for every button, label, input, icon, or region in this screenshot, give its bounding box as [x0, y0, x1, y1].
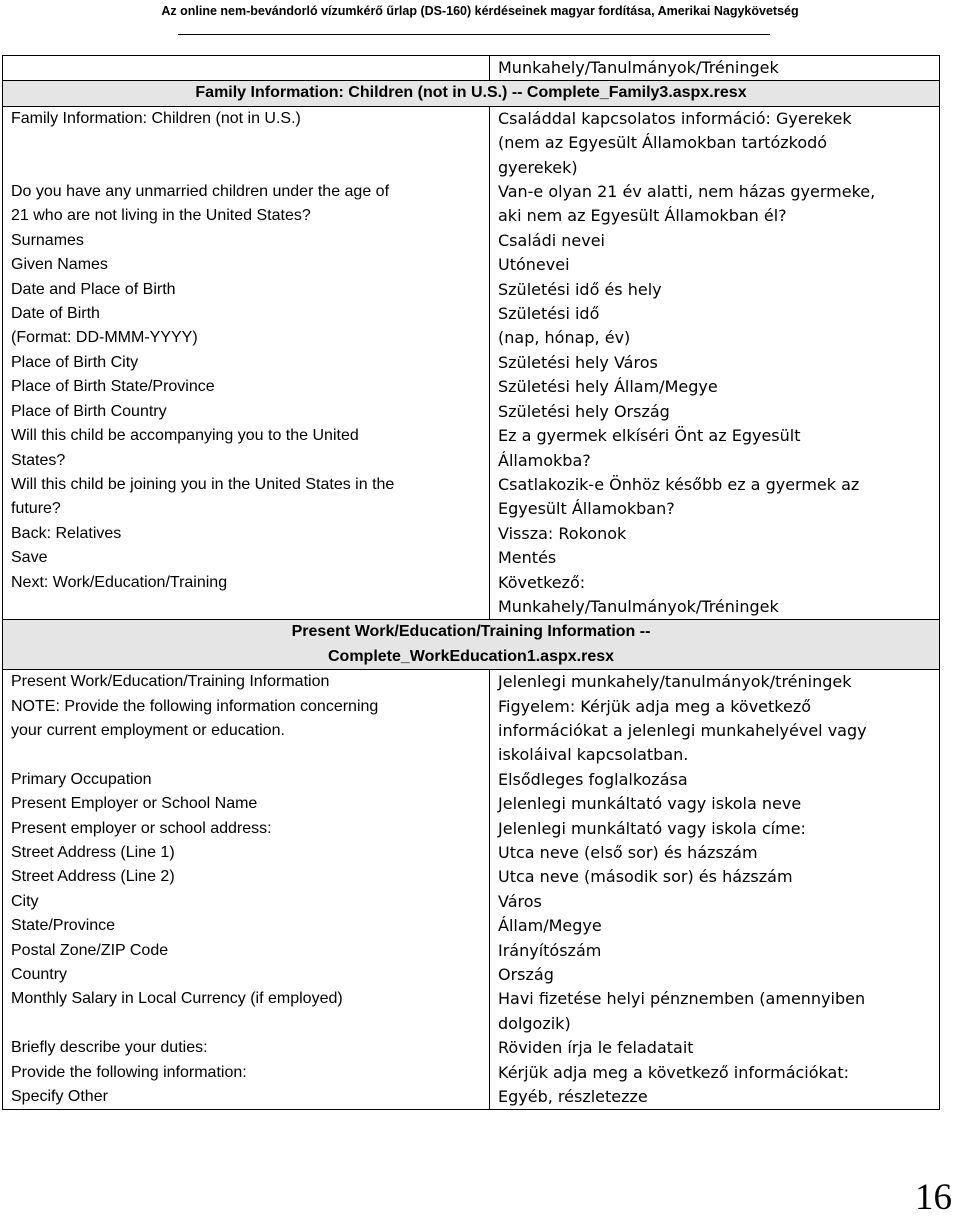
- item-en-line: Place of Birth City: [11, 353, 139, 371]
- item-hu-line: aki nem az Egyesült Államokban él?: [498, 206, 787, 226]
- item-en-line: Street Address (Line 1): [11, 844, 175, 861]
- item-en: [11, 817, 481, 841]
- item-en: [11, 302, 481, 326]
- item-hu-line: Születési hely Állam/Megye: [498, 377, 718, 397]
- item-hu: [498, 768, 931, 792]
- item-en: [11, 695, 481, 768]
- item-en: [11, 987, 481, 1036]
- item-en: [11, 939, 481, 963]
- item-en-line: Will this child be accompanying you to the United: [11, 427, 359, 445]
- item-hu: [498, 987, 931, 1036]
- section-header-family-children: [3, 81, 940, 106]
- item-hu-line: Államokba?: [498, 450, 591, 470]
- item-hu-line: gyerekek): [498, 157, 578, 177]
- item-hu-line: (nem az Egyesült Államokban tartózkodó: [498, 133, 828, 153]
- item-en: [11, 914, 481, 938]
- item-hu: [498, 1036, 931, 1060]
- item-en-line: Provide the following information:: [11, 1063, 247, 1081]
- work-education-hu-column: [490, 670, 940, 1110]
- item-hu-line: Jelenlegi munkahely/tanulmányok/tréningek: [498, 672, 852, 692]
- item-hu: [498, 424, 931, 473]
- section-title-family-children: Family Information: Children (not in U.S.) -- Complete_Family3.aspx.resx: [3, 81, 940, 106]
- family-children-hu-column: [490, 106, 940, 620]
- item-hu: [498, 939, 931, 963]
- item-en-line: Will this child be joining you in the United States in the: [11, 475, 395, 493]
- item-hu-line: Elsődleges foglalkozása: [498, 769, 688, 789]
- item-hu: [498, 695, 931, 768]
- item-en-line: [11, 131, 481, 155]
- item-en: [11, 1061, 481, 1085]
- section-title-line-2: Complete_WorkEducation1.aspx.resx: [327, 647, 615, 665]
- item-hu-line: Családi nevei: [498, 230, 605, 250]
- item-hu: [498, 571, 931, 620]
- top-row-en: [3, 56, 490, 81]
- item-en: [11, 841, 481, 865]
- item-hu: [498, 865, 931, 889]
- item-hu: [498, 326, 931, 350]
- page-header-title: Az online nem-bevándorló vízumkérő űrlap (DS-160) kérdéseinek magyar fordítása, Amerikai Nagykövetség: [161, 4, 799, 18]
- item-en-line: NOTE: Provide the following information concerning: [11, 697, 379, 715]
- item-hu: [498, 1085, 931, 1109]
- item-en: [11, 473, 481, 522]
- item-hu: [498, 841, 931, 865]
- item-hu-line: Röviden írja le feladatait: [498, 1038, 694, 1058]
- item-hu: [498, 963, 931, 987]
- item-hu-line: Ez a gyermek elkíséri Önt az Egyesült: [498, 426, 801, 446]
- item-en: [11, 768, 481, 792]
- item-hu-line: Irányítószám: [498, 940, 602, 960]
- item-en-line: Date and Place of Birth: [11, 280, 176, 298]
- item-en: [11, 424, 481, 473]
- item-hu-line: Csatlakozik-e Önhöz később ez a gyermek az: [498, 474, 860, 494]
- item-hu-line: Figyelem: Kérjük adja meg a következő: [498, 696, 812, 716]
- item-en: [11, 253, 481, 277]
- item-en: [11, 400, 481, 424]
- item-hu-line: Havi fizetése helyi pénznemben (amennyiben: [498, 989, 866, 1009]
- item-hu: [498, 914, 931, 938]
- item-hu: [498, 1061, 931, 1085]
- item-en: [11, 670, 481, 694]
- item-hu-line: Egyéb, részletezze: [498, 1087, 648, 1107]
- item-en: [11, 375, 481, 399]
- family-children-en-column: [3, 106, 490, 620]
- item-en-line: Family Information: Children (not in U.S.): [11, 109, 301, 127]
- item-hu-line: Utca neve (első sor) és házszám: [498, 843, 758, 862]
- item-en: [11, 351, 481, 375]
- item-hu: [498, 817, 931, 841]
- item-hu: [498, 253, 931, 277]
- item-en-line: (Format: DD-MMM-YYYY): [11, 329, 198, 347]
- item-hu-line: Családdal kapcsolatos információ: Gyerekek: [498, 108, 852, 128]
- item-en-line: Specify Other: [11, 1088, 108, 1106]
- section-body-family-children: [3, 106, 940, 620]
- item-hu-line: Utónevei: [498, 255, 570, 275]
- item-en: [11, 963, 481, 987]
- work-education-en-column: [3, 670, 490, 1110]
- item-hu: [498, 400, 931, 424]
- item-en-line: Primary Occupation: [11, 770, 152, 788]
- item-hu-line: Jelenlegi munkáltató vagy iskola neve: [498, 794, 802, 814]
- item-hu: [498, 522, 931, 546]
- item-hu: [498, 107, 931, 180]
- item-en: [11, 180, 481, 229]
- item-en: [11, 326, 481, 350]
- item-hu-line: Születési hely Város: [498, 352, 658, 372]
- item-hu-line: Utca neve (második sor) és házszám: [498, 867, 793, 887]
- item-hu-line: Egyesült Államokban?: [498, 499, 675, 519]
- item-hu-line: Születési hely Ország: [498, 401, 670, 421]
- item-en-line: [11, 1012, 481, 1036]
- item-hu-line: Város: [498, 891, 542, 911]
- item-hu-line: Munkahely/Tanulmányok/Tréningek: [498, 596, 779, 616]
- item-en-line: Street Address (Line 2): [11, 868, 175, 886]
- item-hu: [498, 473, 931, 522]
- item-hu-line: Állam/Megye: [498, 916, 602, 936]
- item-en-line: your current employment or education.: [11, 721, 285, 739]
- item-en-line: [11, 156, 481, 180]
- item-hu-line: Kérjük adja meg a következő információkat:: [498, 1062, 849, 1082]
- item-en-line: Next: Work/Education/Training: [11, 573, 228, 591]
- item-en: [11, 546, 481, 570]
- item-en-line: States?: [11, 451, 66, 469]
- item-hu: [498, 890, 931, 914]
- item-en: [11, 107, 481, 180]
- item-en-line: Country: [11, 966, 68, 984]
- item-en: [11, 522, 481, 546]
- item-en-line: Monthly Salary in Local Currency (if employed): [11, 990, 343, 1008]
- item-en: [11, 1036, 481, 1060]
- item-hu: [498, 792, 931, 816]
- item-en-line: Place of Birth State/Province: [11, 378, 215, 396]
- item-hu-line: dolgozik): [498, 1013, 571, 1033]
- item-en-line: Save: [11, 549, 48, 567]
- item-hu-line: Születési idő és hely: [498, 279, 662, 299]
- item-hu-line: (nap, hónap, év): [498, 328, 631, 348]
- item-en: [11, 865, 481, 889]
- page-number: 16: [915, 1177, 952, 1218]
- item-hu: [498, 180, 931, 229]
- item-en-line: Date of Birth: [11, 305, 100, 323]
- item-hu-line: információkat a jelenlegi munkahelyével vagy: [498, 720, 867, 740]
- item-hu-line: iskoláival kapcsolatban.: [498, 745, 689, 765]
- top-row: [3, 56, 940, 81]
- item-en-line: 21 who are not living in the United States?: [11, 207, 311, 225]
- item-hu: [498, 229, 931, 253]
- item-hu-line: Van-e olyan 21 év alatti, nem házas gyermeke,: [498, 182, 876, 202]
- item-en-line: Given Names: [11, 256, 108, 274]
- item-hu: [498, 302, 931, 326]
- item-en-line: Present Employer or School Name: [11, 795, 258, 813]
- item-en-line: State/Province: [11, 917, 116, 935]
- item-hu: [498, 375, 931, 399]
- item-hu-line: Következő:: [498, 572, 586, 592]
- item-en-line: Back: Relatives: [11, 524, 122, 542]
- header-rule: [178, 34, 770, 35]
- item-hu-line: Vissza: Rokonok: [498, 523, 627, 543]
- item-en-line: Surnames: [11, 231, 84, 249]
- item-en-line: Present Work/Education/Training Information: [11, 673, 330, 691]
- item-hu-line: Ország: [498, 965, 554, 985]
- item-en: [11, 229, 481, 253]
- item-en: [11, 1085, 481, 1109]
- item-hu: [498, 278, 931, 302]
- item-en-line: Briefly describe your duties:: [11, 1039, 208, 1057]
- section-header-work-education: [3, 620, 940, 670]
- section-title-line-1: Present Work/Education/Training Information --: [291, 623, 651, 641]
- translation-table: [2, 55, 940, 1110]
- item-en-line: [11, 595, 481, 619]
- item-hu-line: Mentés: [498, 548, 557, 568]
- item-en-line: future?: [11, 500, 61, 518]
- item-hu: [498, 351, 931, 375]
- item-en-line: [11, 743, 481, 767]
- item-en: [11, 278, 481, 302]
- item-en-line: Present employer or school address:: [11, 819, 272, 837]
- section-body-work-education: [3, 670, 940, 1110]
- item-hu-line: Jelenlegi munkáltató vagy iskola címe:: [498, 818, 806, 838]
- item-en-line: Do you have any unmarried children under the age of: [11, 183, 390, 201]
- item-en: [11, 571, 481, 620]
- item-en-line: City: [11, 892, 39, 910]
- item-en: [11, 890, 481, 914]
- item-hu: [498, 670, 931, 694]
- item-hu: [498, 546, 931, 570]
- section-title-work-education: [3, 620, 940, 670]
- item-en-line: Postal Zone/ZIP Code: [11, 941, 169, 959]
- item-en-line: Place of Birth Country: [11, 402, 167, 420]
- item-hu-line: Születési idő: [498, 304, 600, 324]
- item-en: [11, 792, 481, 816]
- top-row-hu: Munkahely/Tanulmányok/Tréningek: [490, 56, 940, 81]
